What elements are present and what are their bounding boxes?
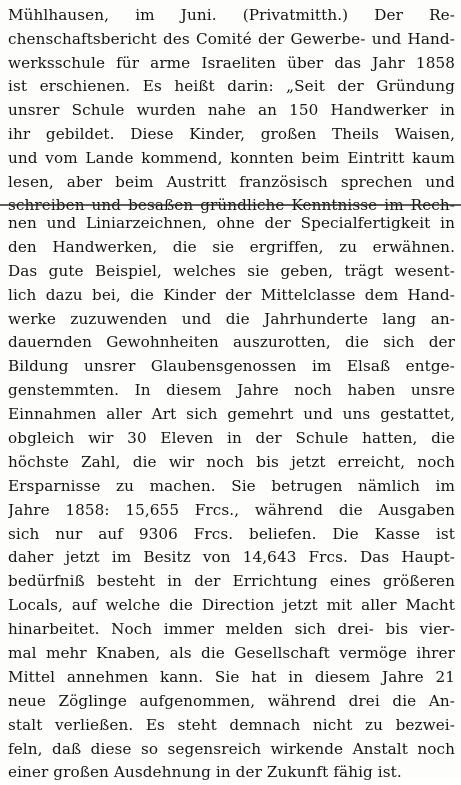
text-line: obgleich wir 30 Eleven in der Schule hatten, die	[8, 429, 455, 448]
text-line: nen und Liniarzeichnen, ohne der Specialfertigkeit in	[8, 214, 455, 232]
text-line: den Handwerken, die sie ergriffen, zu erwähnen.	[8, 237, 455, 256]
text-line: unsrer Schule wurden nahe an 150 Handwerker in	[8, 101, 455, 120]
page-fold-line	[0, 204, 461, 206]
text-line: Mittel annehmen kann. Sie hat in diesem Jahre 21	[8, 667, 455, 686]
text-line: Ersparnisse zu machen. Sie betrugen nämlich im	[8, 476, 455, 495]
text-line: daher jetzt im Besitz von 14,643 Frcs. Das Haupt-	[8, 548, 455, 567]
text-line: bedürfniß besteht in der Errichtung eines größeren	[8, 572, 455, 591]
text-line: ihr gebildet. Diese Kinder, großen Theils Waisen,	[8, 124, 455, 143]
text-line: werksschule für arme Israeliten über das Jahr 1858	[8, 53, 455, 72]
text-line: hinarbeitet. Noch immer melden sich drei- bis vier-	[8, 620, 455, 639]
text-line: Bildung unsrer Glaubensgenossen im Elsaß entge-	[8, 357, 455, 376]
text-line: ist erschienen. Es heißt darin: „Seit der Gründung	[8, 77, 455, 96]
text-line: mal mehr Knaben, als die Gesellschaft vermöge ihrer	[8, 644, 455, 663]
text-line: feln, daß diese so segensreich wirkende Anstalt noch	[8, 739, 455, 758]
text-line: Das gute Beispiel, welches sie geben, trägt wesent-	[8, 261, 455, 280]
text-line: sich nur auf 9306 Frcs. beliefen. Die Kasse ist	[8, 524, 455, 543]
text-line: stalt verließen. Es steht demnach nicht zu bezwei-	[8, 715, 455, 734]
article-paragraph-bottom	[8, 212, 455, 785]
text-line: Mühlhausen, im Juni. (Privatmitth.) Der Re-	[8, 6, 455, 24]
text-line: Jahre 1858: 15,655 Frcs., während die Ausgaben	[8, 500, 455, 519]
text-line: genstemmten. In diesem Jahre noch haben unsre	[8, 381, 455, 400]
text-line: höchste Zahl, die wir noch bis jetzt erreicht, noch	[8, 452, 455, 471]
text-line: Einnahmen aller Art sich gemehrt und uns gestattet,	[8, 405, 455, 424]
article-paragraph-top	[8, 4, 455, 218]
text-line: neue Zöglinge aufgenommen, während drei die An-	[8, 691, 455, 710]
text-line: und vom Lande kommend, konnten beim Eintritt kaum	[8, 148, 455, 167]
text-line: einer großen Ausdehnung in der Zukunft fähig ist.	[8, 763, 402, 782]
text-line: chenschaftsbericht des Comité der Gewerbe- und Hand-	[8, 29, 455, 48]
text-line: lich dazu bei, die Kinder der Mittelclasse dem Hand-	[8, 285, 455, 304]
text-line: werke zuzuwenden und die Jahrhunderte lang an-	[8, 309, 455, 328]
text-line: lesen, aber beim Austritt französisch sprechen und	[8, 172, 455, 191]
text-line: dauernden Gewohnheiten auszurotten, die sich der	[8, 333, 455, 352]
text-line: Locals, auf welche die Direction jetzt mit aller Macht	[8, 596, 455, 615]
